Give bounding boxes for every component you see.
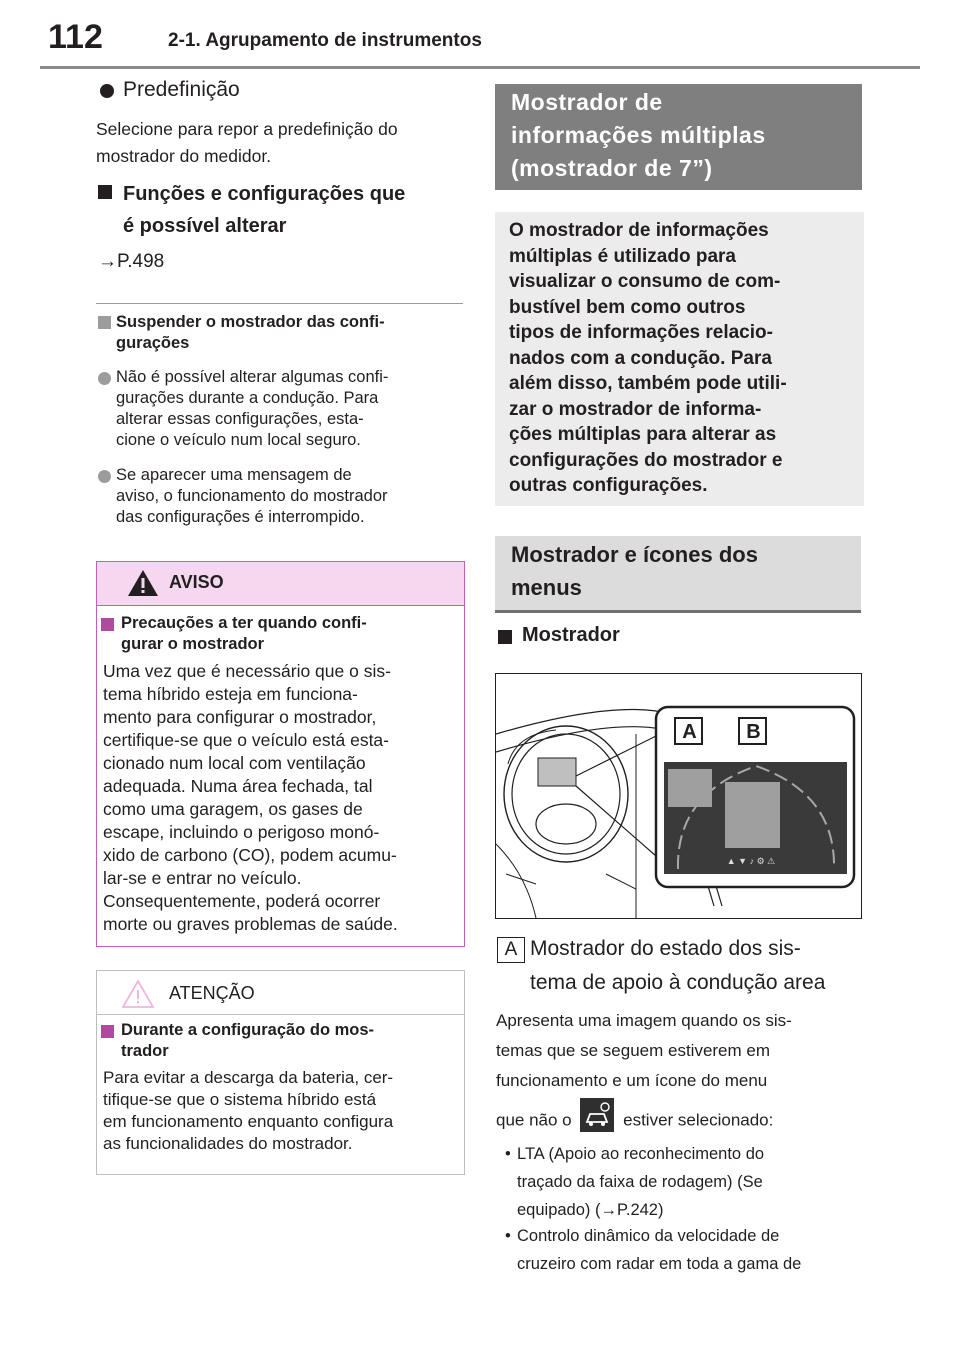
description-line-with-icon: que não o estiver selecionado: — [496, 1104, 773, 1138]
aviso-label: AVISO — [169, 572, 224, 592]
aviso-body: Uma vez que é necessário que o sis- tema híbrido esteja em funciona- mento para configurar o mostrador, certifique-se que o veículo está esta- cionado num local com ventilação adequada. Numa área fechada, tal como uma garagem, os gases de escape, incluindo o perigoso monó- xido de carbono (CO), podem acumu- lar-se e entrar no veículo. Consequentemente, poderá ocorrer morte ou graves problemas de saúde. — [103, 661, 398, 934]
aviso-title: Precauções a ter quando confi- gurar o mostrador — [121, 614, 367, 653]
subsection-title-block — [495, 536, 861, 613]
atencao-box — [96, 970, 465, 1175]
atencao-title: Durante a configuração do mos- trador — [121, 1021, 375, 1060]
predef-title: Predefinição — [123, 78, 240, 101]
list-bullet: • — [505, 1227, 511, 1245]
bullet-icon — [98, 470, 111, 483]
subsection-title: Mostrador e ícones dos menus — [511, 542, 758, 600]
driving-assist-menu-icon — [580, 1098, 614, 1132]
car-assist-icon — [580, 1098, 614, 1132]
square-bullet-icon — [498, 630, 512, 644]
section-title-block — [495, 84, 862, 190]
list-bullet: • — [505, 1145, 511, 1163]
warning-triangle-icon — [127, 569, 159, 597]
legend-text: Mostrador do estado dos sis- tema de apoio à condução area — [530, 937, 826, 994]
intro-text: O mostrador de informações múltiplas é utilizado para visualizar o consumo de com- bustível bem como outros tipos de informações relacio- nados com a condução. Para além disso, também pode utili- zar o mostrador de informa- ções múltiplas para alterar as configurações do mostrador e outras configurações. — [509, 220, 787, 496]
aviso-header — [97, 562, 464, 606]
square-bullet-icon — [101, 618, 114, 631]
figure-label-b: B — [746, 721, 761, 743]
dashboard-illustration — [495, 673, 862, 919]
funcoes-title: Funções e configurações que é possível alterar — [123, 183, 406, 237]
header-divider — [40, 66, 920, 69]
list-item-2: Controlo dinâmico da velocidade de cruzeiro com radar em toda a gama de — [517, 1227, 802, 1273]
bullet-text-1: Não é possível alterar algumas confi- gurações durante a condução. Para alterar essas configurações, esta- cione o veículo num local seguro. — [116, 368, 389, 449]
atencao-label: ATENÇÃO — [169, 983, 255, 1003]
caution-triangle-icon — [121, 979, 155, 1009]
funcoes-ref-link[interactable]: →P.498 — [98, 251, 165, 272]
divider — [96, 303, 463, 304]
section-header: 2-1. Agrupamento de instrumentos — [168, 30, 482, 51]
atencao-body: Para evitar a descarga da bateria, cer- tifique-se que o sistema híbrido está em funcionamento enquanto configura as funcionalidades do mostrador. — [103, 1068, 394, 1153]
square-bullet-icon — [98, 185, 112, 199]
atencao-header — [97, 971, 464, 1015]
aviso-box — [96, 561, 465, 947]
square-bullet-icon — [98, 316, 111, 329]
description-paragraph: Apresenta uma imagem quando os sis- temas que se seguem estiverem em funcionamento e um ícone do menu — [496, 1011, 792, 1090]
mostrador-heading: Mostrador — [522, 624, 620, 646]
svg-text:▲ ▼ ♪ ⚙ ⚠: ▲ ▼ ♪ ⚙ ⚠ — [726, 856, 776, 866]
page-number: 112 — [48, 18, 103, 56]
bullet-icon — [98, 372, 111, 385]
square-bullet-icon — [101, 1025, 114, 1038]
suspender-title: Suspender o mostrador das confi- gurações — [116, 313, 385, 352]
dashboard-drawing — [496, 674, 861, 918]
legend-letter-badge: A — [497, 937, 525, 963]
bullet-icon — [100, 84, 114, 98]
predef-body: Selecione para repor a predefinição do mostrador do medidor. — [96, 119, 398, 166]
intro-block — [495, 212, 864, 506]
list-item-1: LTA (Apoio ao reconhecimento do traçado da faixa de rodagem) (Se equipado) (→P.242) — [517, 1145, 765, 1219]
section-title: Mostrador de informações múltiplas (mostrador de 7”) — [511, 89, 766, 181]
figure-label-a: A — [682, 721, 697, 743]
bullet-text-2: Se aparecer uma mensagem de aviso, o funcionamento do mostrador das configurações é interrompido. — [116, 466, 388, 526]
